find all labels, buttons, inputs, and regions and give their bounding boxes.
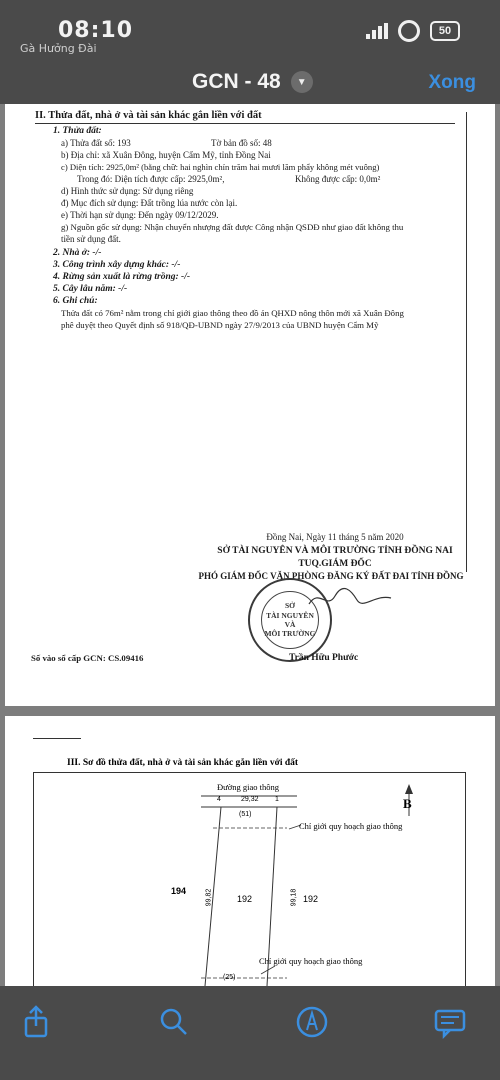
search-icon	[154, 1002, 194, 1042]
comment-button[interactable]	[430, 1002, 470, 1042]
issuing-authority: SỞ TÀI NGUYÊN VÀ MÔI TRƯỜNG TỈNH ĐỒNG NAI	[217, 546, 453, 556]
status-time: 08:10	[58, 18, 134, 43]
usage-origin-1: g) Nguồn gốc sử dụng: Nhận chuyển nhượng đất được Công nhận QSDĐ như giao đất không thu	[61, 222, 404, 232]
status-icons	[366, 20, 460, 42]
bottom-parcel-code: (25)	[223, 974, 236, 981]
section-divider	[35, 123, 455, 124]
stamp-text-2: TÀI NGUYÊN	[266, 610, 314, 620]
issue-date: Đồng Nai, Ngày 11 tháng 5 năm 2020	[266, 532, 404, 542]
usage-term: e) Thời hạn sử dụng: Đến ngày 09/12/2029.	[61, 210, 219, 220]
page-border-right	[466, 112, 467, 572]
vertex-1: 1	[275, 796, 279, 803]
stamp-text-1: SỞ	[284, 601, 295, 611]
item-4: 4. Rừng sản xuất là rừng trồng: -/-	[53, 272, 191, 282]
usage-origin-2: tiền sử dụng đất.	[61, 234, 121, 244]
signer-name: Trần Hữu Phước	[289, 653, 359, 663]
left-edge-length: 99,82	[205, 888, 213, 907]
parcel-sketch	[5, 716, 495, 986]
done-button[interactable]: Xong	[428, 72, 476, 93]
document-title-menu[interactable]	[192, 70, 313, 94]
map-sheet-number: Tờ bản đồ số: 48	[211, 138, 272, 148]
vertex-4: 4	[217, 796, 221, 803]
share-icon	[16, 1002, 56, 1042]
stamp-text-4: MÔI TRƯỜNG	[264, 629, 316, 639]
item-1-title: 1. Thửa đất:	[53, 126, 102, 136]
traffic-plan-label-bottom: Chỉ giới quy hoạch giao thông	[259, 956, 363, 966]
road-label: Đường giao thông	[217, 782, 279, 792]
document-page-1[interactable]	[5, 104, 495, 706]
top-parcel-code: (51)	[239, 811, 252, 818]
status-carrier: Gà Hưởng Đài	[20, 42, 97, 55]
navigation-bar	[0, 64, 500, 104]
chevron-down-icon: ▼	[291, 71, 313, 93]
parcel-area: c) Diện tích: 2925,0m² (bằng chữ: hai nghìn chín trăm hai mươi lăm phẩy không mét vuông)	[61, 162, 380, 172]
document-title: GCN - 48	[192, 70, 281, 93]
deputy-director-title: PHÓ GIÁM ĐỐC VĂN PHÒNG ĐĂNG KÝ ĐẤT ĐAI TỈNH ĐỒNG	[198, 571, 464, 581]
area-granted: Trong đó: Diện tích được cấp: 2925,0m²,	[77, 174, 225, 184]
parcel-number: a) Thửa đất số: 193	[61, 138, 131, 148]
document-page-2[interactable]	[5, 716, 495, 986]
traffic-plan-label-top: Chỉ giới quy hoạch giao thông	[299, 821, 403, 831]
battery-icon: 50	[430, 21, 460, 41]
comment-icon	[430, 1002, 470, 1042]
north-label: B	[403, 796, 412, 811]
markup-icon	[292, 1002, 332, 1042]
parcel-address: b) Địa chỉ: xã Xuân Đông, huyện Cẩm Mỹ, tỉnh Đồng Nai	[61, 150, 271, 160]
registry-number: Số vào sổ cấp GCN: CS.09416	[31, 653, 144, 663]
wifi-icon	[398, 20, 420, 42]
area-not-granted: Không được cấp: 0,0m²	[295, 174, 381, 184]
neighbor-parcel-right: 192	[303, 894, 319, 904]
top-edge-length: 29,32	[241, 796, 259, 803]
parcel-number-center: 192	[237, 894, 253, 904]
search-button[interactable]	[154, 1002, 194, 1042]
usage-form: d) Hình thức sử dụng: Sử dụng riêng	[61, 186, 194, 196]
item-5: 5. Cây lâu năm: -/-	[53, 284, 128, 294]
signature-image	[305, 584, 395, 612]
section-3-title: III. Sơ đồ thửa đất, nhà ở và tài sản khác gắn liền với đất	[67, 758, 299, 768]
status-bar	[0, 0, 500, 64]
share-button[interactable]	[16, 1002, 56, 1042]
item-6-title: 6. Ghi chú:	[53, 296, 98, 306]
item-2: 2. Nhà ở: -/-	[53, 248, 102, 258]
usage-purpose: đ) Mục đích sử dụng: Đất trồng lúa nước còn lại.	[61, 198, 238, 208]
item-3: 3. Công trình xây dựng khác: -/-	[53, 260, 181, 270]
signal-icon	[366, 23, 388, 39]
note-line-1: Thửa đất có 76m² nằm trong chỉ giới giao thông theo đồ án QHXD nông thôn mới xã Xuân Đông	[61, 308, 404, 318]
section-2-title: II. Thửa đất, nhà ở và tài sản khác gắn liền với đất	[35, 110, 262, 121]
markup-button[interactable]	[292, 1002, 332, 1042]
note-line-2: phê duyệt theo Quyết định số 918/QĐ-UBND ngày 27/9/2013 của UBND huyện Cẩm Mỹ	[61, 320, 379, 330]
right-edge-length: 99,18	[290, 888, 298, 907]
neighbor-parcel-left: 194	[171, 886, 187, 896]
bottom-toolbar	[0, 986, 500, 1080]
stamp-text-3: VÀ	[284, 620, 296, 629]
tuq-director: TUQ.GIÁM ĐỐC	[298, 559, 372, 569]
